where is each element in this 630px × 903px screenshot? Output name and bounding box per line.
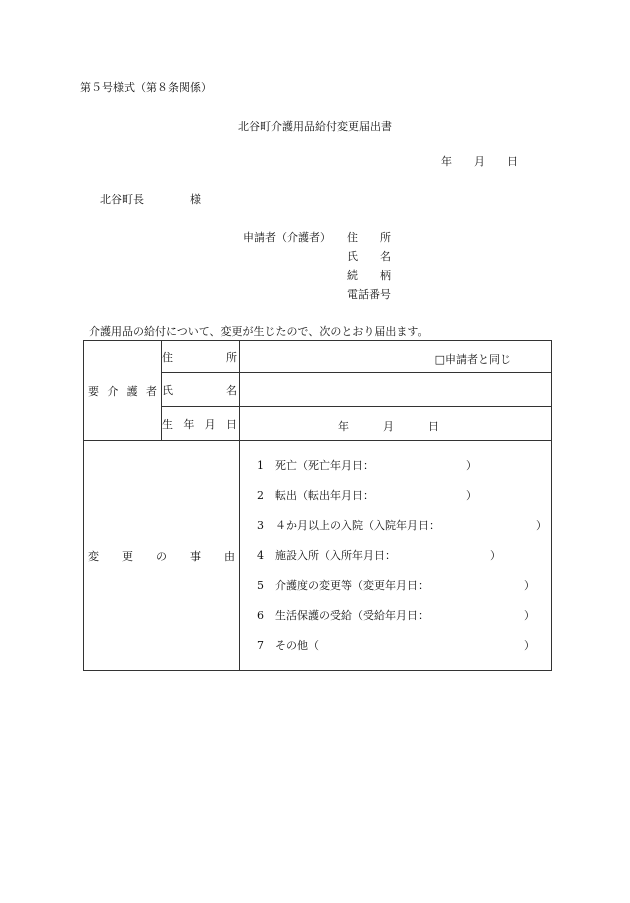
label-char: 年 (183, 417, 195, 431)
label-char: の (156, 549, 167, 563)
reason-close-paren: ） (524, 578, 535, 592)
change-form-table (83, 340, 552, 671)
reason-number: 5 (257, 578, 264, 592)
reason-close-paren: ） (466, 458, 477, 472)
label-char: 生 (162, 417, 173, 431)
label-char: 所 (226, 350, 237, 364)
reason-text: 死亡（死亡年月日： (275, 458, 374, 472)
birth-day-label: 日 (428, 420, 439, 433)
page-title: 北谷町介護用品給付変更届出書 (238, 120, 392, 133)
addressee-honorific: 様 (190, 193, 201, 206)
reason-number: 7 (257, 638, 264, 652)
birth-month-label: 月 (383, 420, 394, 433)
birth-year-label: 年 (338, 420, 349, 433)
care-recipient-section-label (84, 341, 162, 441)
reason-close-paren: ） (536, 518, 547, 532)
addressee-name: 北谷町長 (100, 193, 144, 206)
applicant-label: 申請者（介護者） (243, 231, 331, 244)
reason-text: 転出（転出年月日： (275, 488, 374, 502)
section-char: 護 (126, 384, 138, 398)
label-char: 事 (190, 549, 201, 563)
applicant-address-label: 住 所 (347, 231, 391, 244)
reason-welfare-receipt[interactable] (257, 601, 551, 631)
form-number: 第５号様式（第８条関係） (80, 81, 212, 94)
reason-text: 施設入所（入所年月日： (275, 548, 396, 562)
same-as-applicant-checkbox[interactable]: □申請者と同じ (434, 353, 511, 366)
date-year-label: 年 (441, 155, 452, 168)
reason-death[interactable] (257, 451, 551, 481)
reason-number: 6 (257, 608, 264, 622)
reason-number: 1 (257, 458, 264, 472)
recipient-birthdate-label (162, 407, 240, 441)
applicant-phone-label: 電話番号 (347, 288, 391, 301)
reason-number: 4 (257, 548, 264, 562)
date-day-label: 日 (507, 155, 518, 168)
reason-other[interactable] (257, 631, 551, 661)
reason-text: 生活保護の受給（受給年月日： (275, 608, 429, 622)
reason-facility-admission[interactable] (257, 541, 551, 571)
label-char: 日 (225, 417, 237, 431)
label-char: 月 (204, 417, 216, 431)
reason-close-paren: ） (524, 638, 535, 652)
submission-date (441, 156, 540, 167)
label-char: 名 (226, 383, 237, 397)
reason-number: 2 (257, 488, 264, 502)
label-char: 変 (88, 549, 99, 563)
reason-hospitalization[interactable] (257, 511, 551, 541)
reason-close-paren: ） (466, 488, 477, 502)
reason-text: その他（ (275, 638, 319, 652)
recipient-address-field[interactable] (240, 341, 552, 373)
date-month-label: 月 (474, 155, 485, 168)
change-reason-label (84, 441, 240, 671)
label-char: 氏 (162, 383, 173, 397)
reason-number: 3 (257, 518, 264, 532)
reason-text: 介護度の変更等（変更年月日： (275, 578, 429, 592)
reason-care-level-change[interactable] (257, 571, 551, 601)
reason-close-paren: ） (490, 548, 501, 562)
reason-move-out[interactable] (257, 481, 551, 511)
applicant-name-label: 氏 名 (347, 250, 391, 263)
addressee (100, 194, 201, 205)
recipient-name-label (162, 373, 240, 407)
recipient-birthdate-field[interactable] (240, 407, 552, 441)
section-char: 介 (107, 384, 119, 398)
recipient-name-field[interactable] (240, 373, 552, 407)
change-reason-list-cell (240, 441, 552, 671)
label-char: 更 (122, 549, 133, 563)
reason-text: ４か月以上の入院（入院年月日： (275, 518, 440, 532)
change-reason-list (240, 451, 551, 661)
intro-text: 介護用品の給付について、変更が生じたので、次のとおり届出ます。 (89, 325, 429, 338)
recipient-address-label (162, 341, 240, 373)
label-char: 住 (162, 350, 173, 364)
applicant-relationship-label: 続 柄 (347, 269, 391, 282)
section-char: 要 (88, 384, 99, 398)
label-char: 由 (224, 549, 235, 563)
section-char: 者 (145, 384, 157, 398)
reason-close-paren: ） (524, 608, 535, 622)
